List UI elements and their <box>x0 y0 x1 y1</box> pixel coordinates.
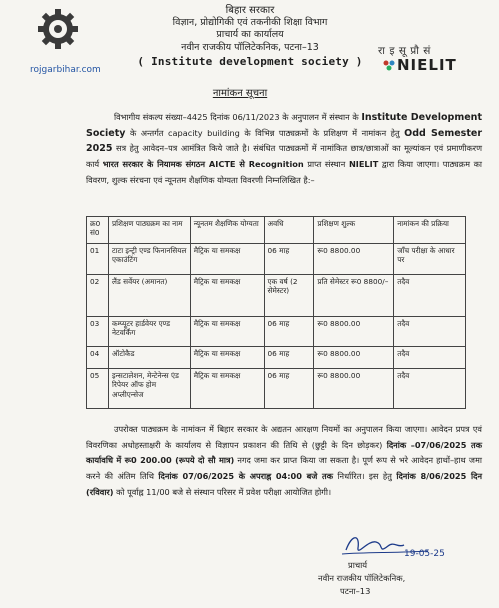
table-cell: मैट्रिक या समकक्ष <box>190 275 264 317</box>
header-office: प्राचार्य का कार्यालय <box>216 29 284 40</box>
table-cell: 06 माह <box>264 347 314 369</box>
table-header-cell: प्रशिक्षण पाठ्यक्रम का नाम <box>108 217 190 244</box>
table-cell: 02 <box>87 275 109 317</box>
table-cell: एक वर्ष (2 सेमेस्टर) <box>264 275 314 317</box>
table-header-cell: नामांकन की प्रक्रिया <box>394 217 466 244</box>
table-header-cell: क्र0 सं0 <box>87 217 109 244</box>
intro-paragraph: विभागीय संकल्प संख्या–4425 दिनांक 06/11/2023 के अनुपालन में संस्थान के Institute Development Society के अन्तर्गत capacity building के विभिन्न पाठ्यक्रमों के प्रशिक्षण में नामांकन हेतु Odd Semester 2025 सत्र हेतु आवेदन–पत्र आमंत्रित किये जाते है। संबंधित पाठ्यक्रमों में नामांकित छात्र/छात्राओं का मूल्यांकन एवं प्रमाणीकरण कार्य भारत सरकार के नियामक संगठन AICTE से Recognition प्राप्त संस्थान NIELIT द्वारा किया जाएगा। पाठ्यक्रम का विवरण, शुल्क संरचना एवं न्यूनतम शैक्षणिक योग्यता विवरणी निम्नलिखित है:– <box>86 112 483 185</box>
header-institute: नवीन राजकीय पॉलिटेकनिक, पटना–13 <box>181 42 319 53</box>
header-department: विज्ञान, प्रोद्योगिकी एवं तकनीकी शिक्षा विभाग <box>172 17 328 28</box>
table-row <box>87 317 466 347</box>
institute-gear-logo-icon <box>36 7 80 51</box>
table-cell: 06 माह <box>264 317 314 347</box>
signatory-city: पटना–13 <box>340 586 371 596</box>
nielit-hindi-label: रा इ सू प्रौ सं <box>378 45 431 57</box>
table-header-cell: प्रशिक्षण शुल्क <box>314 217 394 244</box>
table-cell: 01 <box>87 244 109 275</box>
svg-text:19-05-25: 19-05-25 <box>404 549 445 559</box>
table-header-cell: न्यूनतम शैक्षणिक योग्यता <box>190 217 264 244</box>
table-row <box>87 369 466 409</box>
table-cell: मैट्रिक या समकक्ष <box>190 317 264 347</box>
signatory-title: प्राचार्य <box>348 560 368 570</box>
table-row <box>87 244 466 275</box>
table-cell: 06 माह <box>264 369 314 409</box>
table-cell: मैट्रिक या समकक्ष <box>190 244 264 275</box>
table-header-cell: अवधि <box>264 217 314 244</box>
table-cell: 04 <box>87 347 109 369</box>
table-cell: तदैव <box>394 317 466 347</box>
closing-paragraph: उपरोक्त पाठ्यक्रम के नामांकन में बिहार सरकार के अद्यतन आरक्षण नियमों का अनुपालन किया जाएगा। आवेदन प्रपत्र एवं विवरणिका अधोहस्ताक्षरी के कार्यालय से विज्ञापन प्रकाशन की तिथि से (छुट्टी के दिन छोड़कर) दिनांक –07/06/2025 तक कार्यावधि में रू0 200.00 (रूपये दो सौ मात्र) नगद जमा कर प्राप्त किया जा सकता है। पूर्ण रूप से भरे आवेदन हाथों–हाथ जमा करने की अंतिम तिथि दिनांक 07/06/2025 के अपराह्न 04:00 बजे तक निर्धारित। इस हेतु दिनांक 8/06/2025 दिन (रविवार) को पूर्वाह्न 11/00 बजे से संस्थान परिसर में प्रवेश परीक्षा आयोजित होगी। <box>86 424 482 497</box>
table-cell: 06 माह <box>264 244 314 275</box>
table-row <box>87 347 466 369</box>
table-cell: रू0 8800.00 <box>314 369 394 409</box>
table-cell: टाटा इन्ट्री एण्ड फिनानसियल एकाउंटिंग <box>108 244 190 275</box>
header-society: ( Institute development society ) <box>137 55 363 68</box>
nielit-logo-text: NIELIT <box>397 56 457 74</box>
handwritten-signature <box>338 528 448 562</box>
table-cell: रू0 8800.00 <box>314 317 394 347</box>
nielit-logo-icon <box>380 57 397 72</box>
table-cell: लैंड सर्वेयर (अमानत) <box>108 275 190 317</box>
table-cell: कम्प्यूटर हार्डवेयर एण्ड नेटवर्किंग <box>108 317 190 347</box>
signatory-org: नवीन राजकीय पॉलिटेकनिक, <box>318 573 406 583</box>
table-cell: मैट्रिक या समकक्ष <box>190 369 264 409</box>
watermark-text: rojgarbihar.com <box>30 65 101 75</box>
table-cell: तदैव <box>394 275 466 317</box>
table-cell: जाँच परीक्षा के आधार पर <box>394 244 466 275</box>
table-cell: रू0 8800.00 <box>314 244 394 275</box>
table-cell: इन्सटालेशन, मेन्टेनेन्स एंड रिपेयर ऑफ होम अप्लीएन्सेज <box>108 369 190 409</box>
table-cell: मैट्रिक या समकक्ष <box>190 347 264 369</box>
table-row <box>87 275 466 317</box>
table-header-row <box>87 217 466 244</box>
table-cell: 05 <box>87 369 109 409</box>
table-cell: ऑटोकैड <box>108 347 190 369</box>
course-table <box>86 216 466 409</box>
header-govt: बिहार सरकार <box>225 5 275 16</box>
table-cell: 03 <box>87 317 109 347</box>
table-cell: प्रति सेमेस्टर रू0 8800/– <box>314 275 394 317</box>
notice-title: नामांकन सूचना <box>212 88 268 99</box>
table-cell: तदैव <box>394 347 466 369</box>
table-cell: रू0 8800.00 <box>314 347 394 369</box>
table-cell: तदैव <box>394 369 466 409</box>
